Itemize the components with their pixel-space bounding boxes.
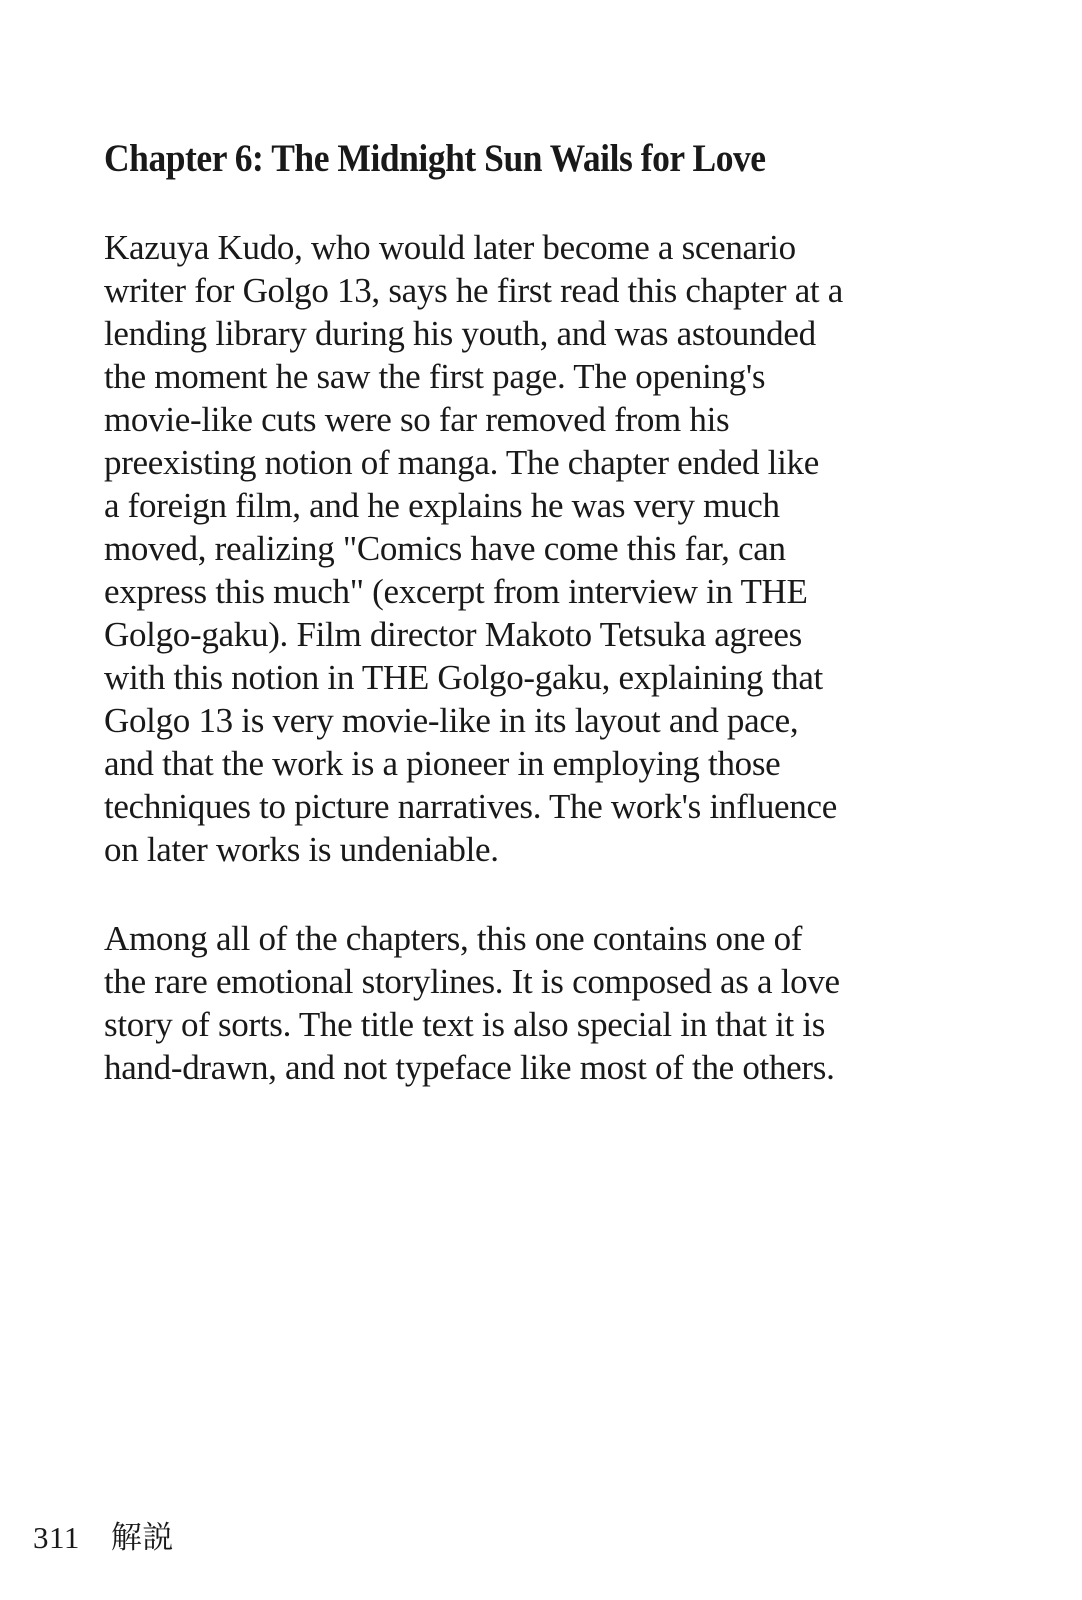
text-line: Golgo-gaku). Film director Makoto Tetsuka agrees (104, 615, 802, 654)
page-number: 311 (33, 1520, 80, 1555)
text-line: Among all of the chapters, this one contains one of (104, 919, 803, 958)
text-line: techniques to picture narratives. The work's influence (104, 787, 837, 826)
text-line: the rare emotional storylines. It is composed as a love (104, 962, 840, 1001)
text-line: Kazuya Kudo, who would later become a scenario (104, 228, 796, 267)
text-line: lending library during his youth, and was astounded (104, 314, 816, 353)
text-line: moved, realizing "Comics have come this far, can (104, 529, 786, 568)
text-line: and that the work is a pioneer in employing those (104, 744, 781, 783)
body-text (104, 226, 1054, 1135)
text-line: writer for Golgo 13, says he first read this chapter at a (104, 271, 844, 310)
text-line: on later works is undeniable. (104, 830, 499, 869)
paragraph (104, 226, 1054, 871)
chapter-title: Chapter 6: The Midnight Sun Wails for Love (104, 137, 766, 180)
text-line: express this much" (excerpt from interview in THE (104, 572, 808, 611)
text-line: hand-drawn, and not typeface like most of the others. (104, 1048, 835, 1087)
text-line: movie-like cuts were so far removed from his (104, 400, 730, 439)
text-line: the moment he saw the first page. The opening's (104, 357, 766, 396)
text-line: story of sorts. The title text is also special in that it is (104, 1005, 826, 1044)
text-line: a foreign film, and he explains he was very much (104, 486, 780, 525)
text-line: preexisting notion of manga. The chapter ended like (104, 443, 819, 482)
paragraph (104, 917, 1054, 1089)
text-line: Golgo 13 is very movie-like in its layout and pace, (104, 701, 799, 740)
page-footer (33, 1512, 174, 1557)
text-line: with this notion in THE Golgo-gaku, explaining that (104, 658, 823, 697)
section-label: 解説 (110, 1520, 174, 1555)
